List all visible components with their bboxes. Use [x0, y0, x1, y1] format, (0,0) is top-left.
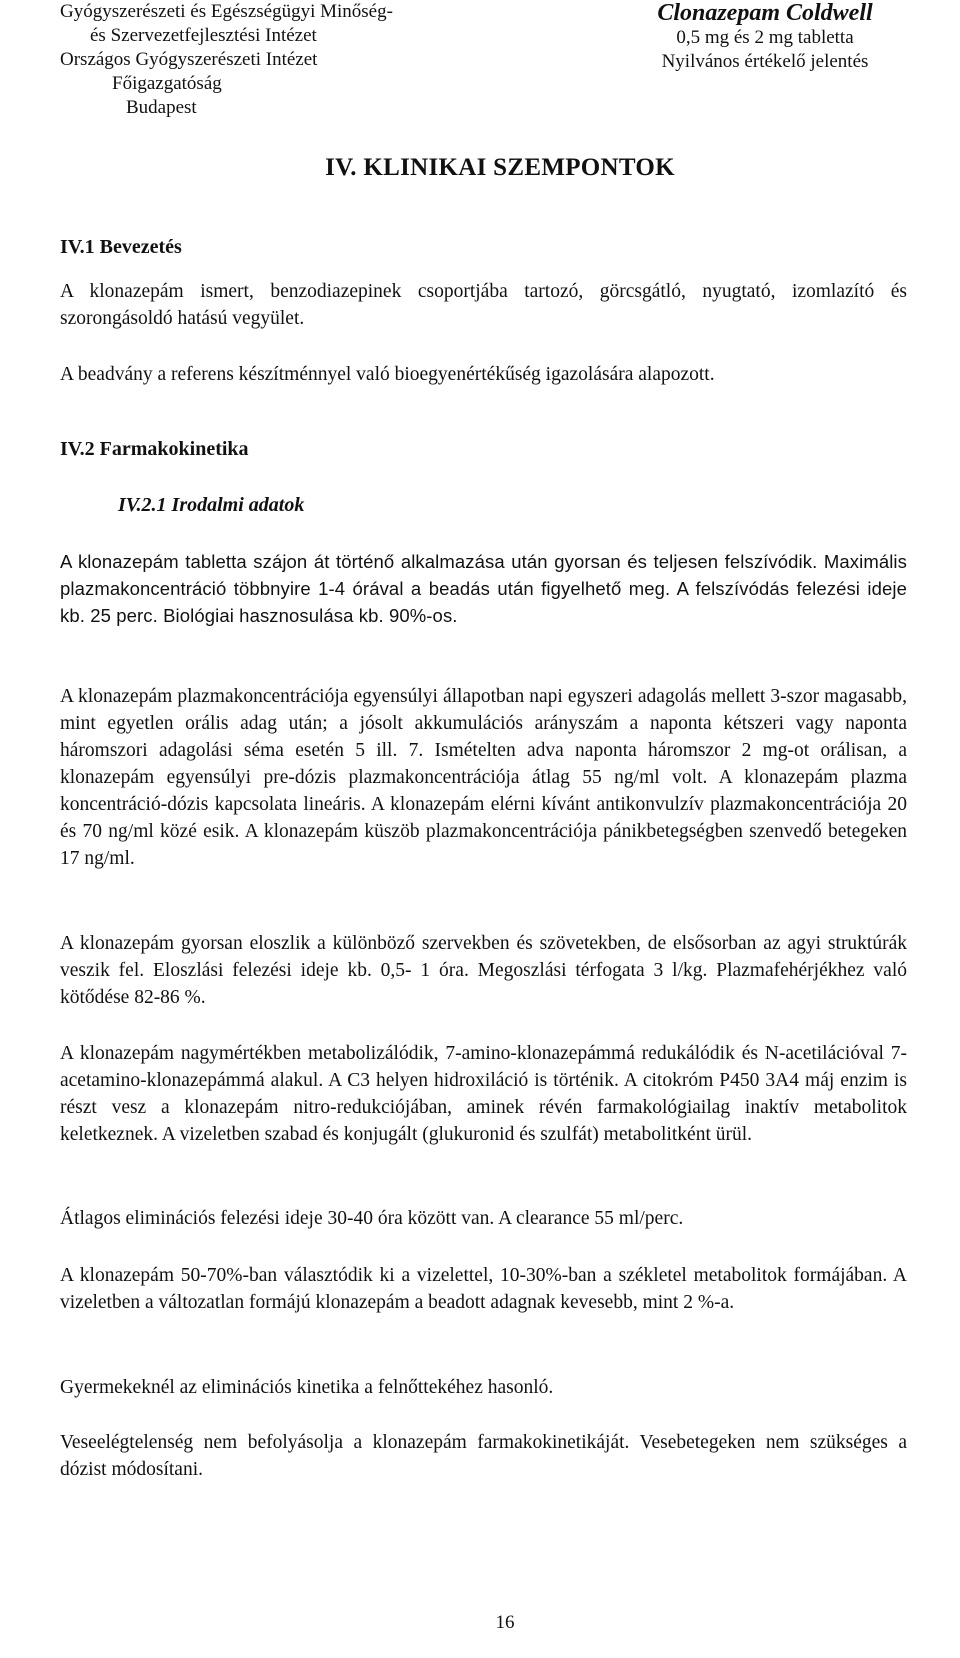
pk-paragraph-6: A klonazepám 50-70%-ban választódik ki a vizelettel, 10-30%-ban a székletel metabolitok formájában. A vizeletben a változatlan formájú klonazepám a beadott adagnak kevesebb, mint 2 %-a. — [60, 1265, 907, 1313]
header-right — [650, 0, 880, 74]
report-type: Nyilvános értékelő jelentés — [661, 51, 869, 72]
pk-paragraph-4: A klonazepám nagymértékben metabolizálódik, 7-amino-klonazepámmá redukálódik és N-acetilációval 7-acetamino-klonazepámmá alakul. A C3 helyen hidroxiláció is történik. A citokróm P450 3A4 máj enzim is részt vesz a klonazepám nitro-redukciójában, aminek révén farmakológiailag inaktív metabolitok keletkeznek. A vizeletben szabad és konjugált (glukuronid és szulfát) metabolitként ürül. — [60, 1043, 907, 1145]
product-title: Clonazepam Coldwell — [657, 0, 873, 26]
header-left — [60, 0, 393, 120]
pk-heading — [60, 438, 249, 461]
pk-paragraph-1: A klonazepám tabletta szájon át történő alkalmazása után gyorsan és teljesen felszívódik. Maximális plazmakoncentráció többnyire 1-4 órával a beadás után figyelhető meg. A felszívódás felezési ideje kb. 25 perc. Biológiai hasznosulása kb. 90%-os. — [60, 551, 907, 626]
intro-paragraph-1: A klonazepám ismert, benzodiazepinek csoportjába tartozó, görcsgátló, nyugtató, izomlazító és szorongásoldó hatású vegyület. — [60, 281, 907, 329]
product-strength: 0,5 mg és 2 mg tabletta — [676, 27, 854, 48]
section-title: IV. KLINIKAI SZEMPONTOK — [325, 154, 675, 181]
header-org-line-4: Főigazgatóság — [112, 73, 222, 94]
pk-heading-text: Farmakokinetika — [99, 438, 249, 460]
pk-paragraph-2: A klonazepám plazmakoncentrációja egyensúlyi állapotban napi egyszeri adagolás mellett 3-szor magasabb, mint egyetlen orális adag után; a jósolt akkumulációs arányszám a naponta kétszeri vagy naponta háromszori adagolási séma esetén 5 ill. 7. Ismételten adva naponta háromszor 2 mg-ot orálisan, a klonazepám egyensúlyi pre-dózis plazmakoncentrációja átlag 55 ng/ml volt. A klonazepám plazma koncentráció-dózis kapcsolata lineáris. A klonazepám elérni kívánt antikonvulzív plazmakoncentrációja 20 és 70 ng/ml közé esik. A klonazepám küszöb plazmakoncentrációja pánikbetegségben szenvedő betegeken 17 ng/ml. — [60, 686, 907, 869]
intro-paragraph-2: A beadvány a referens készítménnyel való bioegyenértékűség igazolására alapozott. — [60, 364, 715, 385]
header-org-line-3: Országos Gyógyszerészeti Intézet — [60, 49, 318, 70]
pk-paragraph-3: A klonazepám gyorsan eloszlik a különböző szervekben és szövetekben, de elsősorban az agyi struktúrák veszik fel. Eloszlási felezési ideje kb. 0,5- 1 óra. Megoszlási térfogata 3 l/kg. Plazmafehérjékhez való kötődése 82-86 %. — [60, 933, 907, 1008]
pk-subheading: IV.2.1 Irodalmi adatok — [118, 494, 305, 516]
pk-paragraph-7: Gyermekeknél az eliminációs kinetika a felnőttekéhez hasonló. — [60, 1377, 554, 1398]
pk-heading-number: IV.2 — [60, 438, 95, 460]
intro-heading: IV.1 Bevezetés — [60, 236, 182, 258]
pk-paragraph-5: Átlagos eliminációs felezési ideje 30-40 óra között van. A clearance 55 ml/perc. — [60, 1208, 684, 1229]
pk-paragraph-8: Veseelégtelenség nem befolyásolja a klonazepám farmakokinetikáját. Vesebetegeken nem szükséges a dózist módosítani. — [60, 1432, 907, 1480]
header-org-line-1: Gyógyszerészeti és Egészségügyi Minőség- — [60, 1, 393, 22]
page-number: 16 — [495, 1612, 515, 1633]
header-org-line-2: és Szervezetfejlesztési Intézet — [90, 25, 317, 46]
header-org-line-5: Budapest — [126, 97, 197, 118]
